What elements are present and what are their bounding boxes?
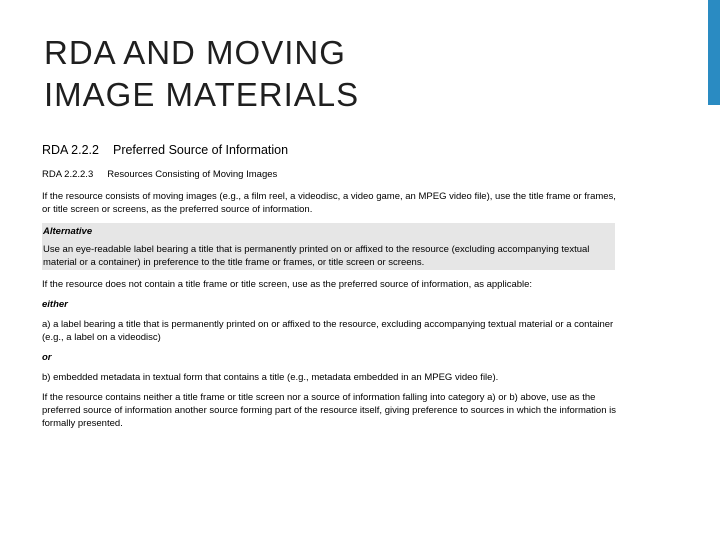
- slide-title: [44, 32, 684, 116]
- rule-heading-text: Preferred Source of Information: [112, 143, 289, 157]
- rule-heading: [42, 142, 622, 158]
- rule-subheading-number: RDA 2.2.2.3: [42, 169, 94, 180]
- alternative-box: [42, 223, 615, 270]
- accent-bar: [708, 0, 720, 105]
- rule-heading-number: RDA 2.2.2: [42, 143, 99, 157]
- alternative-paragraph: Use an eye-readable label bearing a title that is permanently printed on or affixed to the resource (excluding accompanying textual material or a container) in preference to the title frame or frames, or title screen or screens.: [43, 244, 590, 268]
- slide-title-line-1: RDA AND MOVING: [44, 34, 346, 71]
- option-a-paragraph: a) a label bearing a title that is permanently printed on or affixed to the resource, excluding accompanying textual material or a container (e.g., a label on a videodisc): [42, 319, 614, 343]
- rule-subheading: [42, 168, 622, 181]
- alternative-label: Alternative: [43, 226, 93, 237]
- or-label: or: [42, 352, 52, 363]
- slide-title-line-2: IMAGE MATERIALS: [44, 76, 360, 113]
- rule-subheading-text: Resources Consisting of Moving Images: [107, 169, 278, 180]
- option-b-paragraph: b) embedded metadata in textual form that contains a title (e.g., metadata embedded in an MPEG video file).: [42, 372, 499, 383]
- neither-paragraph: If the resource contains neither a title frame or title screen nor a source of information falling into category a) or b) above, use as the preferred source of information another source forming part of the resource itself, giving preference to sources in which the information is formally presented.: [42, 392, 616, 429]
- slide-content: [42, 142, 622, 437]
- no-title-paragraph: If the resource does not contain a title frame or title screen, use as the preferred source of information, as applicable:: [42, 279, 533, 290]
- intro-paragraph: If the resource consists of moving images (e.g., a film reel, a videodisc, a video game, an MPEG video file), use the title frame or frames, or title screen or screens, as the preferred source of information.: [42, 191, 616, 215]
- either-label: either: [42, 299, 68, 310]
